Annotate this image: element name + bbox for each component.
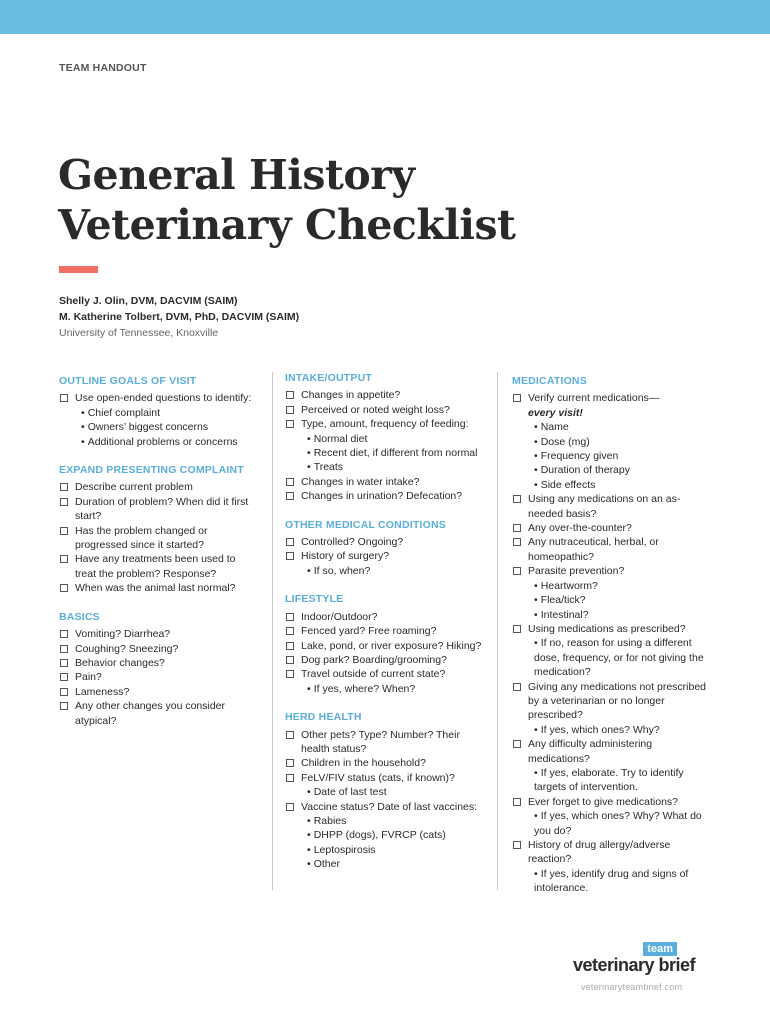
item-text: FeLV/FIV status (cats, if known)? [301,771,455,784]
item-text: Coughing? Sneezing? [75,642,179,655]
item-text: Any other changes you consider atypical? [75,700,226,727]
checkbox[interactable] [513,538,521,546]
checklist-item [285,667,490,681]
item-text: Vaccine status? Date of last vaccines: [301,800,478,813]
section-heading: OTHER MEDICAL CONDITIONS [285,518,446,531]
checklist-item [59,524,259,553]
checklist-item [59,656,259,670]
item-text: Verify current medications— [528,392,660,405]
checkbox[interactable] [286,670,294,678]
checklist-subitem [285,785,490,799]
checklist-item [285,535,490,549]
checklist-item [285,610,490,624]
item-emphasis: every visit! [528,406,583,419]
item-text: Giving any medications not prescribed by a veterinarian or no longer prescribed? [528,680,707,722]
item-text: Vomiting? Diarrhea? [75,628,171,641]
checklist-subitem [59,435,259,449]
logo-team-badge: team [643,942,677,956]
item-text: History of surgery? [301,550,390,563]
checklist-subitem [512,593,712,607]
checklist-item [512,521,712,535]
section-heading: BASICS [59,610,100,623]
section-outline-goals [59,374,259,449]
subitem-text: • Date of last test [301,785,490,799]
checklist-subitem [59,420,259,434]
item-text: Lake, pond, or river exposure? Hiking? [301,639,482,652]
item-text: Perceived or noted weight loss? [301,403,450,416]
checklist-item [285,475,490,489]
checkbox[interactable] [286,406,294,414]
checklist-item [59,581,259,595]
item-text: Children in the household? [301,757,426,770]
checklist-item [285,549,490,563]
page-title [58,150,658,250]
checkbox[interactable] [513,625,521,633]
section-expand-complaint [59,463,259,596]
top-banner [0,0,770,34]
checkbox[interactable] [513,740,521,748]
checkbox[interactable] [286,642,294,650]
checklist-subitem [512,608,712,622]
checklist-subitem [512,723,712,737]
checkbox[interactable] [286,803,294,811]
checkbox[interactable] [60,555,68,563]
checklist-subitem [512,579,712,593]
item-text: Duration of problem? When did it first start? [75,495,249,523]
checklist-subitem [512,766,712,795]
item-text: Any difficulty administering medications? [528,738,653,765]
section-other-medical [285,518,490,579]
item-text: Lameness? [75,685,130,698]
checklist-item [512,391,712,420]
checkbox[interactable] [286,391,294,399]
section-heading: MEDICATIONS [512,375,587,387]
subitem-text: • DHPP (dogs), FVRCP (cats) [301,828,490,842]
checklist-item [59,627,259,641]
checklist-item [285,624,490,638]
subitem-text: • Frequency given [528,449,712,463]
checkbox[interactable] [60,702,68,710]
checklist-item [512,564,712,578]
checklist-item [59,391,259,405]
checkbox[interactable] [286,627,294,635]
subitem-text: • Owners’ biggest concerns [75,420,259,434]
item-text: Ever forget to give medications? [528,795,678,808]
checkbox[interactable] [513,495,521,503]
checklist-subitem [59,406,259,420]
item-text: Changes in appetite? [301,389,401,402]
checklist-subitem [512,478,712,492]
section-heading: HERD HEALTH [285,711,362,724]
checkbox[interactable] [60,688,68,696]
checkbox[interactable] [286,731,294,739]
checklist-item [59,642,259,656]
item-text: Any nutraceutical, herbal, or homeopathic? [528,536,659,563]
checkbox[interactable] [513,798,521,806]
checklist-subitem [285,857,490,871]
subitem-text: • Heartworm? [528,579,712,593]
item-text: Other pets? Type? Number? Their health status? [301,728,460,755]
subitem-text: • Leptospirosis [301,843,490,857]
checklist-item [285,388,490,402]
checklist-subitem [512,809,712,838]
checklist-item [285,728,490,757]
checklist-subitem [512,435,712,449]
subitem-text: • If yes, identify drug and signs of intolerance. [528,867,712,896]
checklist-subitem [285,432,490,446]
subitem-text: • Other [301,857,490,871]
checkbox[interactable] [60,483,68,491]
subitem-text: • Rabies [301,814,490,828]
checkbox[interactable] [60,673,68,681]
checklist-subitem [512,636,712,679]
checkbox[interactable] [286,538,294,546]
checklist-item [59,480,259,494]
subitem-text: • Flea/tick? [528,593,712,607]
section-heading: EXPAND PRESENTING COMPLAINT [59,464,244,477]
subitem-text: • Intestinal? [528,608,712,622]
checklist-subitem [285,828,490,842]
section-basics [59,610,259,728]
checklist-item [512,535,712,564]
item-text: When was the animal last normal? [75,582,236,595]
checklist-item [59,685,259,699]
item-text: Behavior changes? [75,656,165,669]
item-text: Parasite prevention? [528,565,625,578]
checkbox[interactable] [286,774,294,782]
section-heading: INTAKE/OUTPUT [285,372,372,384]
checklist-item [59,552,259,581]
checkbox[interactable] [286,492,294,500]
checkbox[interactable] [60,584,68,592]
checkbox[interactable] [286,420,294,428]
checklist-item [512,838,712,867]
checklist-item [512,492,712,521]
column-left [59,374,259,742]
subitem-text: • Duration of therapy [528,463,712,477]
checkbox[interactable] [60,498,68,506]
website-link[interactable]: veterinaryteambrief.com [581,982,683,992]
subitem-text: • Normal diet [301,432,490,446]
subitem-text: • Side effects [528,478,712,492]
author-1: Shelly J. Olin, DVM, DACVIM (SAIM) [59,295,238,307]
checkbox[interactable] [513,683,521,691]
checklist-item [285,771,490,785]
checklist-item [285,756,490,770]
item-text: Any over-the-counter? [528,522,632,535]
checklist-subitem [285,564,490,578]
checklist-item [285,653,490,667]
column-divider [272,372,273,890]
checklist-subitem [512,420,712,434]
section-intake-output [285,371,490,504]
checklist-item [285,417,490,431]
logo-wordmark: veterinary brief [573,955,696,975]
item-text: Pain? [75,671,102,684]
item-text: Using medications as prescribed? [528,622,686,635]
item-text: Indoor/Outdoor? [301,610,378,623]
item-text: Type, amount, frequency of feeding: [301,418,469,431]
checklist-subitem [285,682,490,696]
title-line-2: Veterinary Checklist [58,201,516,249]
author-2: M. Katherine Tolbert, DVM, PhD, DACVIM (SAIM) [59,311,300,323]
checkbox[interactable] [286,478,294,486]
checklist-item [512,795,712,809]
checklist-subitem [512,463,712,477]
checkbox[interactable] [60,645,68,653]
checkbox[interactable] [286,759,294,767]
checklist-item [512,622,712,636]
checklist-item [59,699,259,728]
checkbox[interactable] [513,567,521,575]
item-text: Changes in urination? Defecation? [301,490,463,503]
item-text: Use open-ended questions to identify: [75,392,252,405]
section-herd-health [285,710,490,871]
subitem-text: • Treats [301,460,490,474]
section-heading: LIFESTYLE [285,593,344,606]
item-text: Has the problem changed or progressed since it started? [75,524,208,552]
section-heading: OUTLINE GOALS OF VISIT [59,375,197,387]
subitem-text: • If yes, where? When? [301,682,490,696]
checklist-item [512,737,712,766]
checklist-item [59,495,259,524]
checkbox[interactable] [60,659,68,667]
item-text: Describe current problem [75,481,193,494]
accent-rule [59,266,98,273]
subitem-text: • If yes, elaborate. Try to identify targets of intervention. [528,766,712,795]
item-text: Fenced yard? Free roaming? [301,625,437,638]
item-text: Have any treatments been used to treat the problem? Response? [75,553,236,580]
subitem-text: • If yes, which ones? Why? What do you do? [528,809,712,838]
checklist-item [285,489,490,503]
checkbox[interactable] [513,394,521,402]
checklist-subitem [512,449,712,463]
subitem-text: • Additional problems or concerns [75,435,259,449]
checkbox[interactable] [286,613,294,621]
subitem-text: • If so, when? [301,564,490,578]
checklist-subitem [285,814,490,828]
checklist-subitem [285,843,490,857]
column-middle [285,371,490,886]
subitem-text: • Recent diet, if different from normal [301,446,490,460]
item-text: Changes in water intake? [301,475,420,488]
handout-label: TEAM HANDOUT [59,62,147,74]
subitem-text: • If yes, which ones? Why? [528,723,712,737]
checkbox[interactable] [60,527,68,535]
checkbox[interactable] [513,524,521,532]
brand-logo[interactable] [571,942,711,978]
checkbox[interactable] [513,841,521,849]
author-block [59,293,299,341]
checklist-item [285,800,490,814]
checkbox[interactable] [286,552,294,560]
item-text: Using any medications on an as-needed basis? [528,493,681,520]
checkbox[interactable] [60,630,68,638]
item-text: Controlled? Ongoing? [301,536,404,549]
section-medications [512,374,712,896]
section-lifestyle [285,592,490,696]
institution: University of Tennessee, Knoxville [59,327,219,339]
item-text: Travel outside of current state? [301,668,446,681]
checkbox[interactable] [60,394,68,402]
checklist-item [285,639,490,653]
checklist-item [59,670,259,684]
checklist-subitem [512,867,712,896]
checklist-item [512,680,712,723]
subitem-text: • Name [528,420,712,434]
checklist-subitem [285,446,490,460]
checkbox[interactable] [286,656,294,664]
checklist-subitem [285,460,490,474]
checklist-item [285,403,490,417]
column-right [512,374,712,910]
item-text: History of drug allergy/adverse reaction? [528,839,671,866]
title-line-1: General History [58,151,415,199]
column-divider [497,372,498,890]
subitem-text: • If no, reason for using a different dose, frequency, or for not giving the medication? [528,636,712,679]
item-text: Dog park? Boarding/grooming? [301,653,447,666]
subitem-text: • Chief complaint [75,406,259,420]
subitem-text: • Dose (mg) [528,435,712,449]
